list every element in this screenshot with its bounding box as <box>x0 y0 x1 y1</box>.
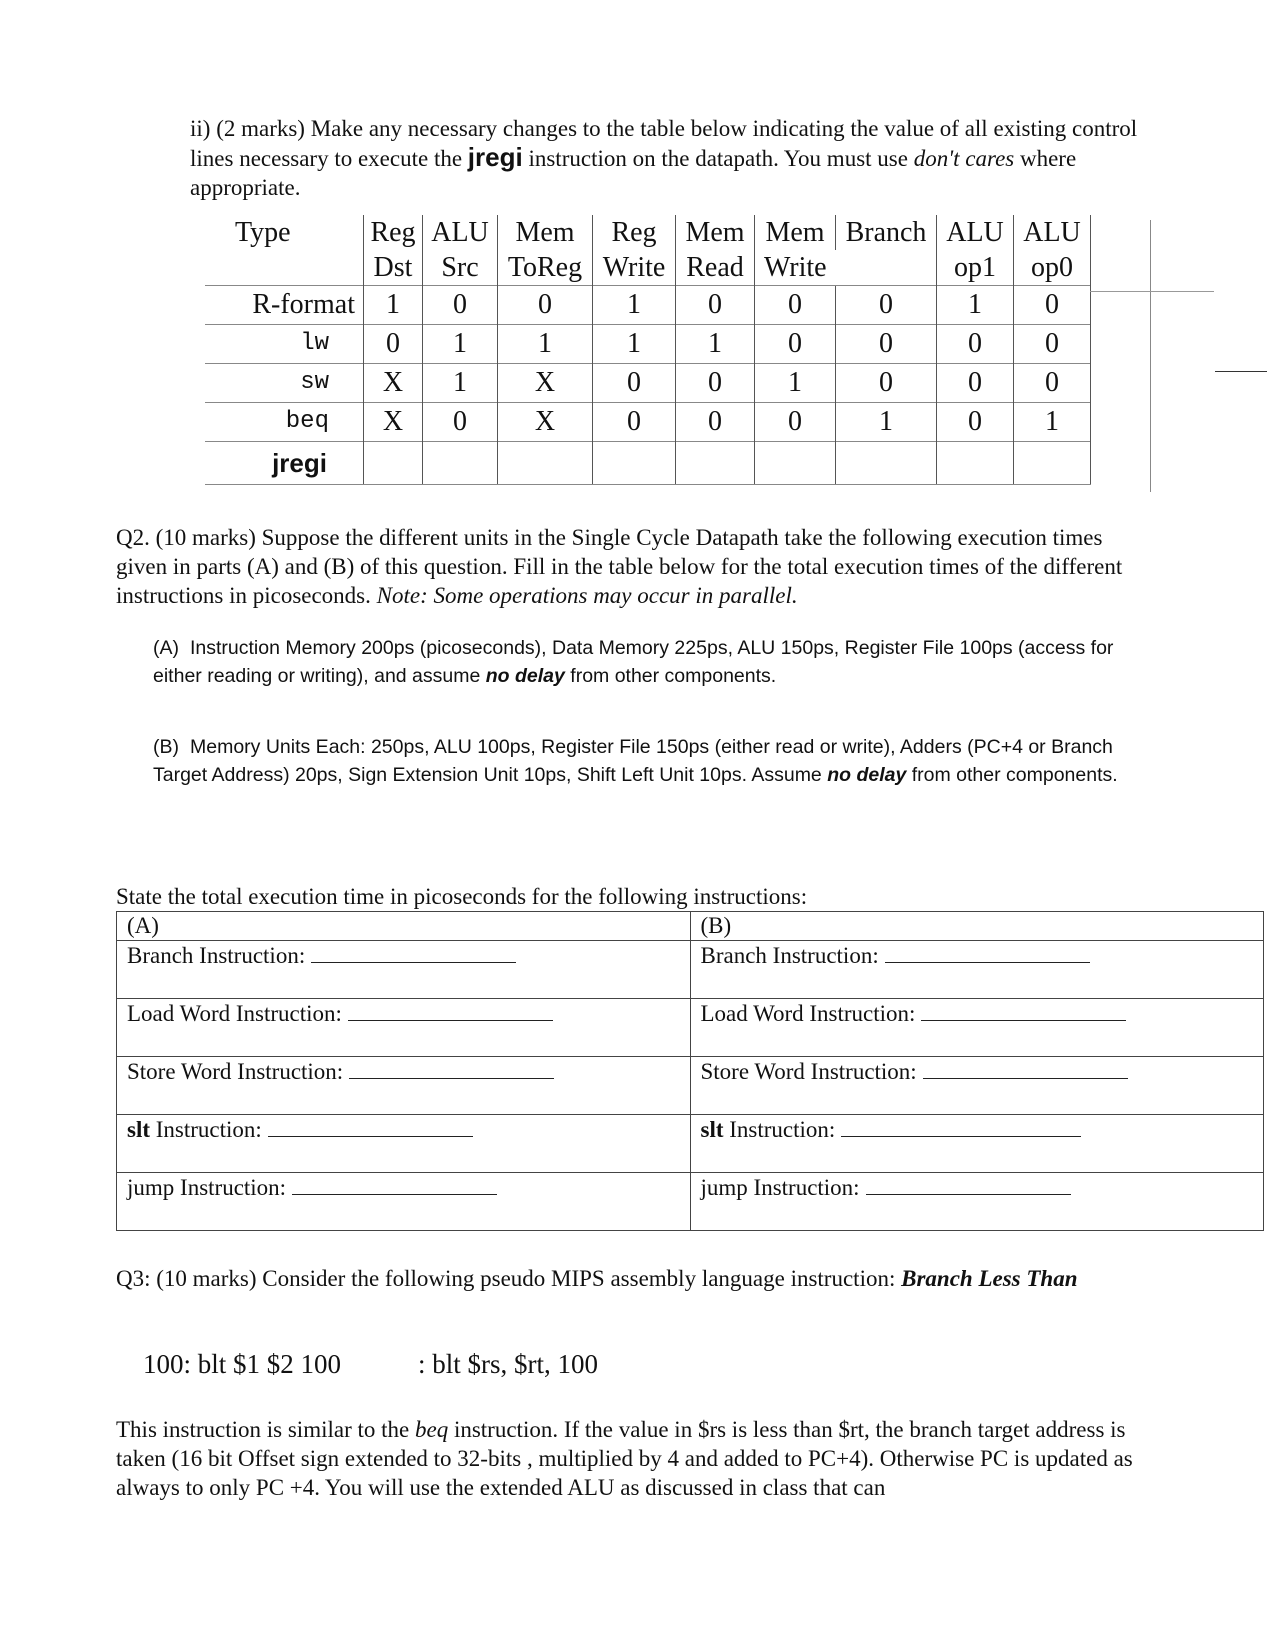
cell-value: 1 <box>364 286 423 325</box>
cell-value: 0 <box>755 325 836 364</box>
answer-row-store-word <box>117 1057 1264 1115</box>
col-header-type-bottom <box>205 250 364 286</box>
cell-value: 0 <box>1014 325 1091 364</box>
answer-blank[interactable] <box>841 1116 1081 1137</box>
answer-row-load-word <box>117 999 1264 1057</box>
cell-value: 0 <box>836 325 937 364</box>
answer-col-b-header: (B) <box>690 912 1264 941</box>
jregi-cell-aluop0[interactable] <box>1014 442 1091 485</box>
col-header-memread-bottom: Read <box>676 250 755 286</box>
answer-b-jump <box>690 1173 1264 1231</box>
q3-text: Q3: (10 marks) Consider the following pseudo MIPS assembly language instruction: <box>116 1266 902 1291</box>
table-right-extension <box>1090 291 1214 292</box>
table-row <box>205 325 1091 364</box>
cell-value: 0 <box>676 364 755 403</box>
cell-value: 0 <box>1014 364 1091 403</box>
answer-blank[interactable] <box>268 1116 473 1137</box>
q2-note: Note: Some operations may occur in parallel. <box>376 583 798 608</box>
cell-value: 0 <box>836 286 937 325</box>
cell-value: X <box>498 403 593 442</box>
col-header-memtoreg-top: Mem <box>498 215 593 250</box>
cell-value: 0 <box>364 325 423 364</box>
cell-value: X <box>364 364 423 403</box>
q2-part-b-bold: no delay <box>827 764 907 786</box>
answer-b-load-word <box>690 999 1264 1057</box>
cell-value: 1 <box>937 286 1014 325</box>
answer-b-store-word <box>690 1057 1264 1115</box>
answer-a-load-word <box>117 999 691 1057</box>
answer-label: Branch Instruction: <box>127 943 306 968</box>
q2-part-a-end: from other components. <box>564 665 777 687</box>
q1ii-prefix: ii) (2 marks) Make any necessary changes to the table below indicating the value of all existing control lines necessary to execute the <box>190 116 1138 171</box>
q3-desc-b: instruction. If the value in $rs is less than $rt, the branch target address is taken (16 bit Offset sign extended to 32-bits , multiplied by 4 and added to PC+4). Otherwise PC is updated as always to only PC +4. You will use the extended ALU as discussed in class that can <box>116 1417 1133 1500</box>
answer-label: Instruction: <box>723 1117 836 1142</box>
cell-value: 1 <box>423 364 498 403</box>
col-header-branch-top: Branch <box>836 215 937 250</box>
row-label-lw: lw <box>205 325 364 364</box>
q2-part-b-end: from other components. <box>906 764 1118 786</box>
col-header-memwrite-top: Mem <box>755 215 836 250</box>
answer-label: jump Instruction: <box>127 1175 287 1200</box>
answer-label: Load Word Instruction: <box>700 1001 916 1026</box>
table-row <box>205 403 1091 442</box>
cell-value: 1 <box>1014 403 1091 442</box>
answer-blank[interactable] <box>921 1000 1126 1021</box>
q2-part-b-text: Memory Units Each: 250ps, ALU 100ps, Register File 150ps (either read or write), Adders (PC+4 or Branch Target Address) 20ps, Sign Extension Unit 10ps, Shift Left Unit 10ps. Assume <box>153 736 1113 786</box>
q2-part-a <box>153 634 1143 690</box>
cell-value: 1 <box>423 325 498 364</box>
cell-value: 0 <box>423 286 498 325</box>
jregi-cell-branch[interactable] <box>836 442 937 485</box>
cell-value: 1 <box>836 403 937 442</box>
table-row <box>205 286 1091 325</box>
table-right-rule <box>1150 220 1151 492</box>
cell-value: 0 <box>836 364 937 403</box>
answer-a-store-word <box>117 1057 691 1115</box>
cell-value: 0 <box>1014 286 1091 325</box>
q1ii-paragraph <box>190 114 1150 202</box>
cell-value: X <box>364 403 423 442</box>
cell-value: 0 <box>498 286 593 325</box>
cell-value: 1 <box>676 325 755 364</box>
row-label-sw: sw <box>205 364 364 403</box>
q1ii-suffix: where appropriate. <box>190 146 1077 200</box>
jregi-cell-aluop1[interactable] <box>937 442 1014 485</box>
col-header-aluop0-top: ALU <box>1014 215 1091 250</box>
q3-desc-a: This instruction is similar to the <box>116 1417 415 1442</box>
col-header-regwrite-top: Reg <box>593 215 676 250</box>
q3-example-code: 100: blt $1 $2 100 <box>143 1349 342 1379</box>
cell-value: 0 <box>937 403 1014 442</box>
answer-bold: slt <box>700 1117 724 1142</box>
col-header-type: Type <box>235 217 291 248</box>
cell-value: 0 <box>593 403 676 442</box>
answer-blank[interactable] <box>866 1174 1071 1195</box>
table-right-mark <box>1215 371 1267 372</box>
row-label-rformat: R-format <box>205 286 364 325</box>
table-row-jregi <box>205 442 1091 485</box>
control-table <box>205 215 1091 485</box>
col-header-alusrc-bottom: Src <box>423 250 498 286</box>
cell-value: 0 <box>755 286 836 325</box>
jregi-cell-memread[interactable] <box>676 442 755 485</box>
q2-part-a-text: Instruction Memory 200ps (picoseconds), Data Memory 225ps, ALU 150ps, Register File 100ps (access for either reading or writing), and assume <box>153 637 1114 687</box>
q2-part-b <box>153 733 1143 789</box>
answer-b-slt <box>690 1115 1264 1173</box>
cell-value: 0 <box>937 364 1014 403</box>
col-header-regdst-top: Reg <box>364 215 423 250</box>
answer-b-branch <box>690 941 1264 999</box>
answer-row-slt <box>117 1115 1264 1173</box>
cell-value: 0 <box>593 364 676 403</box>
cell-value: 0 <box>937 325 1014 364</box>
answer-row-branch <box>117 941 1264 999</box>
cell-value: 0 <box>676 403 755 442</box>
table-row <box>205 364 1091 403</box>
answer-table <box>116 911 1264 1231</box>
answer-blank[interactable] <box>349 1058 554 1079</box>
answer-bold: slt <box>127 1117 150 1142</box>
col-header-aluop0-bottom: op0 <box>1014 250 1091 286</box>
q2-paragraph <box>116 523 1146 610</box>
cell-value: 1 <box>593 325 676 364</box>
answer-col-a-header: (A) <box>117 912 691 941</box>
q1ii-instr: jregi <box>467 142 523 172</box>
q1ii-middle: instruction on the datapath. You must use <box>522 146 914 171</box>
q3-example-format: : blt $rs, $rt, 100 <box>418 1349 598 1379</box>
jregi-cell-regdst[interactable] <box>364 442 423 485</box>
jregi-cell-alusrc[interactable] <box>423 442 498 485</box>
col-header-regdst-bottom: Dst <box>364 250 423 286</box>
answer-blank[interactable] <box>885 942 1090 963</box>
answer-blank[interactable] <box>348 1000 553 1021</box>
col-header-branch-bottom <box>836 250 937 286</box>
col-header-memtoreg-bottom: ToReg <box>498 250 593 286</box>
cell-value: X <box>498 364 593 403</box>
col-header-alusrc-top: ALU <box>423 215 498 250</box>
cell-value: 0 <box>676 286 755 325</box>
q3-paragraph <box>116 1264 1116 1293</box>
answer-label: Branch Instruction: <box>700 943 879 968</box>
jregi-cell-memwrite[interactable] <box>755 442 836 485</box>
q3-desc-beq: beq <box>414 1417 449 1442</box>
jregi-cell-memtoreg[interactable] <box>498 442 593 485</box>
q3-title: Branch Less Than <box>901 1266 1078 1291</box>
answer-a-branch <box>117 941 691 999</box>
answer-label: jump Instruction: <box>700 1175 860 1200</box>
answer-label: Store Word Instruction: <box>127 1059 344 1084</box>
jregi-cell-regwrite[interactable] <box>593 442 676 485</box>
cell-value: 1 <box>593 286 676 325</box>
answer-blank[interactable] <box>923 1058 1128 1079</box>
q2-text: Q2. (10 marks) Suppose the different units in the Single Cycle Datapath take the following execution times given in parts (A) and (B) of this question. Fill in the table below for the total execution times of the different instructions in picoseconds. <box>116 525 1123 608</box>
answer-label: Store Word Instruction: <box>700 1059 917 1084</box>
q2-state-text: State the total execution time in picoseconds for the following instructions: <box>116 884 808 909</box>
cell-value: 1 <box>498 325 593 364</box>
answer-row-jump <box>117 1173 1264 1231</box>
cell-value: 0 <box>423 403 498 442</box>
answer-label: Instruction: <box>150 1117 262 1142</box>
col-header-regwrite-bottom: Write <box>593 250 676 286</box>
answer-a-jump <box>117 1173 691 1231</box>
q3-description <box>116 1415 1146 1502</box>
cell-value: 0 <box>755 403 836 442</box>
q2-part-b-label: (B) <box>153 736 179 758</box>
q2-part-a-label: (A) <box>153 637 179 659</box>
col-header-memwrite-bottom: Write <box>755 250 836 286</box>
row-label-beq: beq <box>205 403 364 442</box>
answer-label: Load Word Instruction: <box>127 1001 342 1026</box>
q1ii-dont-cares: don't cares <box>913 146 1015 171</box>
q2-part-a-bold: no delay <box>485 665 565 687</box>
answer-blank[interactable] <box>311 942 516 963</box>
answer-a-slt <box>117 1115 691 1173</box>
cell-value: 1 <box>755 364 836 403</box>
col-header-aluop1-top: ALU <box>937 215 1014 250</box>
answer-blank[interactable] <box>292 1174 497 1195</box>
col-header-aluop1-bottom: op1 <box>937 250 1014 286</box>
row-label-jregi: jregi <box>205 442 364 485</box>
col-header-memread-top: Mem <box>676 215 755 250</box>
